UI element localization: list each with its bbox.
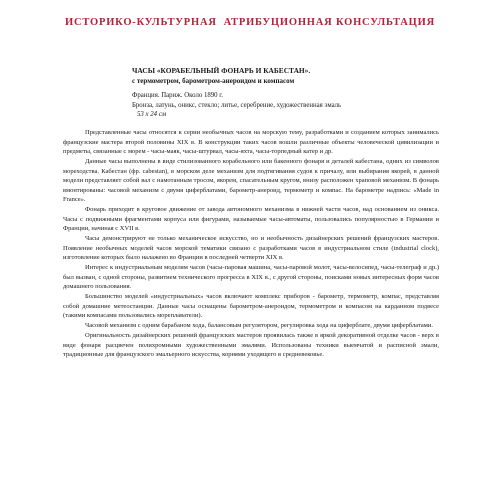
item-materials: Бронза, латунь, оникс, стекло; литье, серебрение, художественная эмаль xyxy=(132,101,342,109)
body-paragraph-4: Часы демонстрируют не только механическое искусство, но и необычность дизайнерских решений французских мастеров. Появление необычных моделей часов морской тематики связано с разработками часов в индустриальном стиле (industrial clock), изготовление которых было налажено во Франции в последней четверти XIX в. xyxy=(63,235,439,261)
body-paragraph-6: Большинство моделей «индустриальных» часов включают комплекс приборов - барометр, термометр, компас, представляя собой домашние метеостанции. Данные часы оснащены барометром-анероидом, термометром и компасом на карданном подвесе (такими компасами пользовались мореплаватели). xyxy=(63,293,439,319)
body-paragraph-2: Данные часы выполнены в виде стилизованного корабельного или бакенного фонаря и деталей кабестана, одних из символов мореходства. Кабестан (фр. cabestan), в морском деле механизм для подтягивания судов к причалу, или выбирания якорей, в данной модели представляет собой вал с намотанным тросом, якорем, спасательным кругом, внизу расположен храповой механизм. В фонарь вмонтированы: часовой механизм с двумя циферблатами, барометр-анероид, термометр и компас. На барометре надпись: «Made in France». xyxy=(63,158,439,203)
document-header: ИСТОРИКО-КУЛЬТУРНАЯ АТРИБУЦИОННАЯ КОНСУЛЬТАЦИЯ xyxy=(65,17,435,28)
body-paragraph-5: Интерес к индустриальным моделям часов (часы-паровая машина, часы-паровой молот, часы-велосипед, часы-телеграф и др.) был вызван, с одной стороны, развитием технического прогресса в XIX в., с другой стороны, поисками новых интересных форм часов домашнего пользования. xyxy=(63,264,439,290)
item-subtitle: с термометром, барометром-анероидом и компасом xyxy=(132,77,295,85)
body-paragraph-1: Представленные часы относятся к серии необычных часов на морскую тему, разработками и созданием которых занимались французские мастера второй половины XIX в. В конструкции таких часов вошли различные объекты человеческой цивилизации и предметы, связанные с морем - часы-маяк, часы-штурвал, часы-яхта, часы-торпедный катер и др. xyxy=(63,129,439,155)
document-body xyxy=(63,128,439,360)
item-title-block xyxy=(132,66,310,86)
body-paragraph-3: Фонарь приходит в круговое движение от завода автономного механизма в нижней части часов, над основанием из оникса. Часы с подвижными фрагментами корпуса или фигурами, называемые часы-автоматы, пользовались популярностью в Германии и Франции, начиная с XVII в. xyxy=(63,206,439,232)
item-title: ЧАСЫ «КОРАБЕЛЬНЫЙ ФОНАРЬ И КАБЕСТАН». xyxy=(132,66,311,75)
body-paragraph-8: Оригинальность дизайнерских решений французских мастеров проявилась также в яркой декоративной отделке часов - верх в виде фонаря расцвечен полихромными художественными эмалями. Использованы техники выемчатой и расписной эмали, традиционные для французского эмальерного искусства, корнями уходящего в средневековье. xyxy=(63,332,439,358)
body-paragraph-7: Часовой механизм с одним барабаном хода, балансовым регулятором, регулировка хода на циферблате, двумя циферблатами. xyxy=(85,322,433,329)
item-origin: Франция. Париж. Около 1890 г. xyxy=(132,92,223,99)
item-metadata xyxy=(132,91,341,120)
item-dimensions: 53 х 24 см xyxy=(137,111,167,119)
